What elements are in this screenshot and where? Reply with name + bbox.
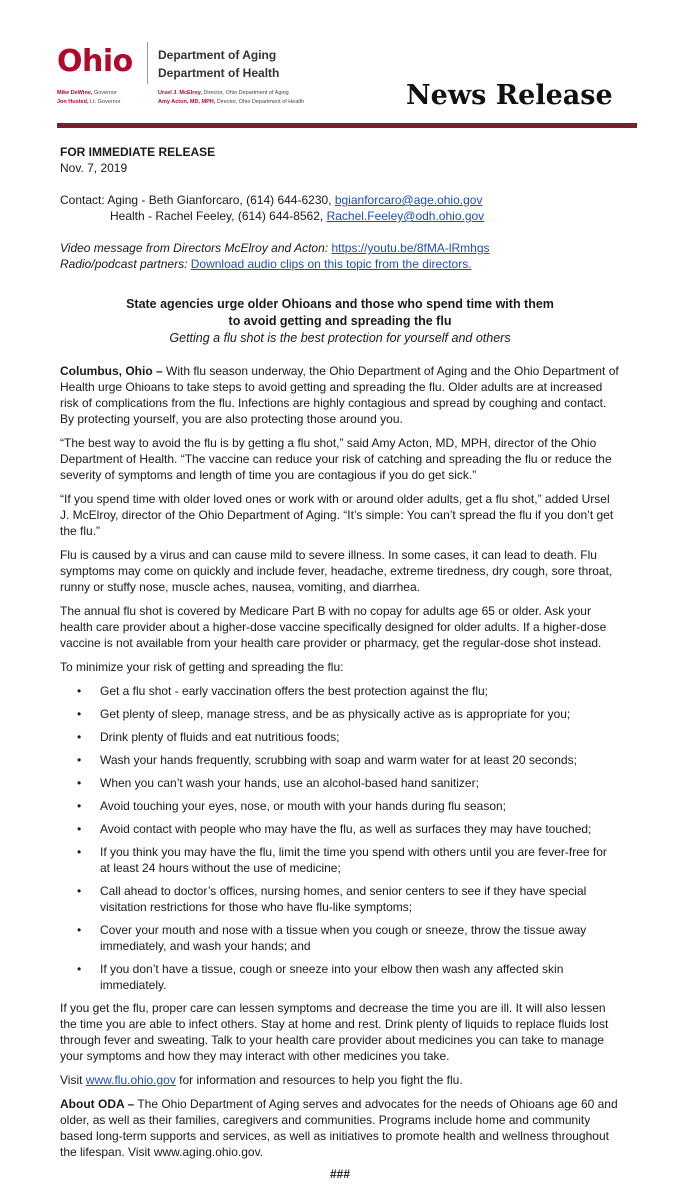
about-oda-label: About ODA – [60,1097,135,1111]
visit-line [60,1072,620,1088]
dept-aging-name: Department of Aging [158,48,277,62]
list-item-text: If you think you may have the flu, limit the time you spend with others until you are fever-free for at least 24 hours without the use of medicine; [100,845,607,875]
governor-title: Governor [92,90,117,96]
paragraph-3: “If you spend time with older loved ones or work with or around older adults, get a flu shot,” added Ursel J. McElroy, director of the Ohio Department of Aging. “It’s simple: You can’t spread the flu if you don’t get the flu.” [60,492,614,538]
header-rule [57,123,637,128]
list-item-text: When you can’t wash your hands, use an alcohol-based hand sanitizer; [100,776,479,790]
logo-divider [147,42,148,84]
governor-name: Mike DeWine, [57,90,93,96]
release-label: FOR IMMEDIATE RELEASE [60,145,216,159]
list-item-text: Get a flu shot - early vaccination offers the best protection against the flu; [100,684,488,698]
bullet-icon: • [77,884,82,898]
bullet-icon: • [77,962,82,976]
list-item-text: Avoid contact with people who may have the flu, as well as surfaces they may have touched; [100,822,592,836]
list-item [60,844,620,876]
paragraph-7: If you get the flu, proper care can lessen symptoms and decrease the time you are ill. It will also lessen the time you are able to infect others. Stay at home and rest. Drink plenty of liquids to replace fluids lost through fever and sweating. Talk to your health care provider about medicines you can take to manage your symptoms and how they may interact with other medicines you take. [60,1001,609,1063]
headline [60,296,620,330]
paragraph-2: “The best way to avoid the flu is by getting a flu shot,” said Amy Acton, MD, MPH, director of the Ohio Department of Health. “The vaccine can reduce your risk of catching and spreading the flu or reduce the severity of symptoms and length of time you are contagious if you do get sick.” [60,436,612,482]
health-director-line [158,99,304,105]
letterhead [0,0,677,130]
headline-line-1: State agencies urge older Ohioans and those who spend time with them [126,297,554,311]
bullet-icon: • [77,684,82,698]
paragraph-1-text: With flu season underway, the Ohio Department of Aging and the Ohio Department of Health urge Ohioans to take steps to avoid getting and spreading the flu. Older adults are at increased risk of complications from the flu. Infections are highly contagious and spread by coughing and contact. By protecting yourself, you are also protecting those around you. [60,364,619,426]
list-item [60,922,620,954]
audio-clips-link[interactable]: Download audio clips on this topic from the directors. [190,257,472,271]
health-director-name: Amy Acton, MD, MPH, [158,99,216,105]
list-item-text: Avoid touching your eyes, nose, or mouth with your hands during flu season; [100,799,507,813]
visit-suffix: for information and resources to help you fight the flu. [175,1073,463,1087]
bullet-icon: • [77,753,82,767]
lt-governor-title: Lt. Governor [88,99,121,105]
contact-health-text: Health - Rachel Feeley, (614) 644-8562, [110,209,327,223]
paragraph-4: Flu is caused by a virus and can cause mild to severe illness. In some cases, it can lead to death. Flu symptoms may come on quickly and include fever, headache, extreme tiredness, dry cough, sore throat, runny or stuffy nose, muscle aches, nausea, vomiting, and diarrhea. [60,548,613,594]
list-item [60,798,620,814]
list-item [60,706,620,722]
contact-aging-text: Contact: Aging - Beth Gianforcaro, (614) 644-6230, [60,193,335,207]
list-item [60,821,620,837]
contact-aging [60,192,620,208]
bullet-icon: • [77,845,82,859]
paragraph-1 [60,363,620,427]
dateline: Columbus, Ohio – [60,364,163,378]
subheadline: Getting a flu shot is the best protection for yourself and others [169,331,511,345]
about-oda-text: The Ohio Department of Aging serves and advocates for the needs of Ohioans age 60 and older, as well as their families, caregivers and communities. Programs include home and community based long-term supports and services, as well as initiatives to promote health and wellness throughout the lifespan. Visit www.aging.ohio.gov. [60,1097,618,1159]
list-item-text: If you don’t have a tissue, cough or sneeze into your elbow then wash any affected skin immediately. [100,962,564,992]
list-item-text: Drink plenty of fluids and eat nutritious foods; [100,730,340,744]
contact-health [60,208,620,224]
list-item [60,752,620,768]
radio-line [60,256,620,272]
bullet-icon: • [77,730,82,744]
list-item [60,961,620,993]
list-item [60,683,620,699]
flu-ohio-link[interactable]: www.flu.ohio.gov [85,1073,176,1087]
dept-health-name: Department of Health [158,66,280,80]
bullet-icon: • [77,799,82,813]
governor-line [57,90,117,96]
bullet-icon: • [77,776,82,790]
release-date: Nov. 7, 2019 [60,161,128,175]
health-director-title: Director, Ohio Department of Health [215,99,305,105]
aging-director-name: Ursel J. McElroy, [158,90,202,96]
video-link[interactable]: https://youtu.be/8fMA-lRmhgs [331,241,490,255]
visit-prefix: Visit [60,1073,86,1087]
flu-tips-list [60,683,620,993]
about-oda [60,1096,620,1160]
list-item [60,729,620,745]
headline-line-2: to avoid getting and spreading the flu [228,314,452,328]
release-body [60,144,620,1182]
lt-governor-name: Jon Husted, [57,99,89,105]
list-item-text: Cover your mouth and nose with a tissue when you cough or sneeze, throw the tissue away immediately, and wash your hands; and [100,923,587,953]
paragraph-5: The annual flu shot is covered by Medicare Part B with no copay for adults age 65 or older. Ask your health care provider about a higher-dose vaccine specifically designed for older adults. If a higher-dose vaccine is not available from your health care provider or pharmacy, get the regular-dose shot instead. [60,604,607,650]
paragraph-6: To minimize your risk of getting and spreading the flu: [60,660,344,674]
list-item-text: Get plenty of sleep, manage stress, and be as physically active as is appropriate for you; [100,707,571,721]
list-item-text: Call ahead to doctor’s offices, nursing homes, and senior centers to see if they have special visitation restrictions for those who have flu-like symptoms; [100,884,587,914]
aging-director-title: Director, Ohio Department of Aging [201,90,289,96]
lt-governor-line [57,99,121,105]
bullet-icon: • [77,707,82,721]
bullet-icon: • [77,923,82,937]
list-item [60,775,620,791]
radio-label: Radio/podcast partners: [60,257,191,271]
video-line [60,240,620,256]
list-item-text: Wash your hands frequently, scrubbing with soap and warm water for at least 20 seconds; [100,753,577,767]
news-release-title: News Release [406,80,613,111]
bullet-icon: • [77,822,82,836]
aging-email-link[interactable]: bgianforcaro@age.ohio.gov [334,193,483,207]
list-item [60,883,620,915]
video-label: Video message from Directors McElroy and Acton: [60,241,332,255]
aging-director-line [158,90,289,96]
end-mark: ### [329,1167,351,1181]
health-email-link[interactable]: Rachel.Feeley@odh.ohio.gov [326,209,485,223]
ohio-logo: Ohio [57,44,133,79]
